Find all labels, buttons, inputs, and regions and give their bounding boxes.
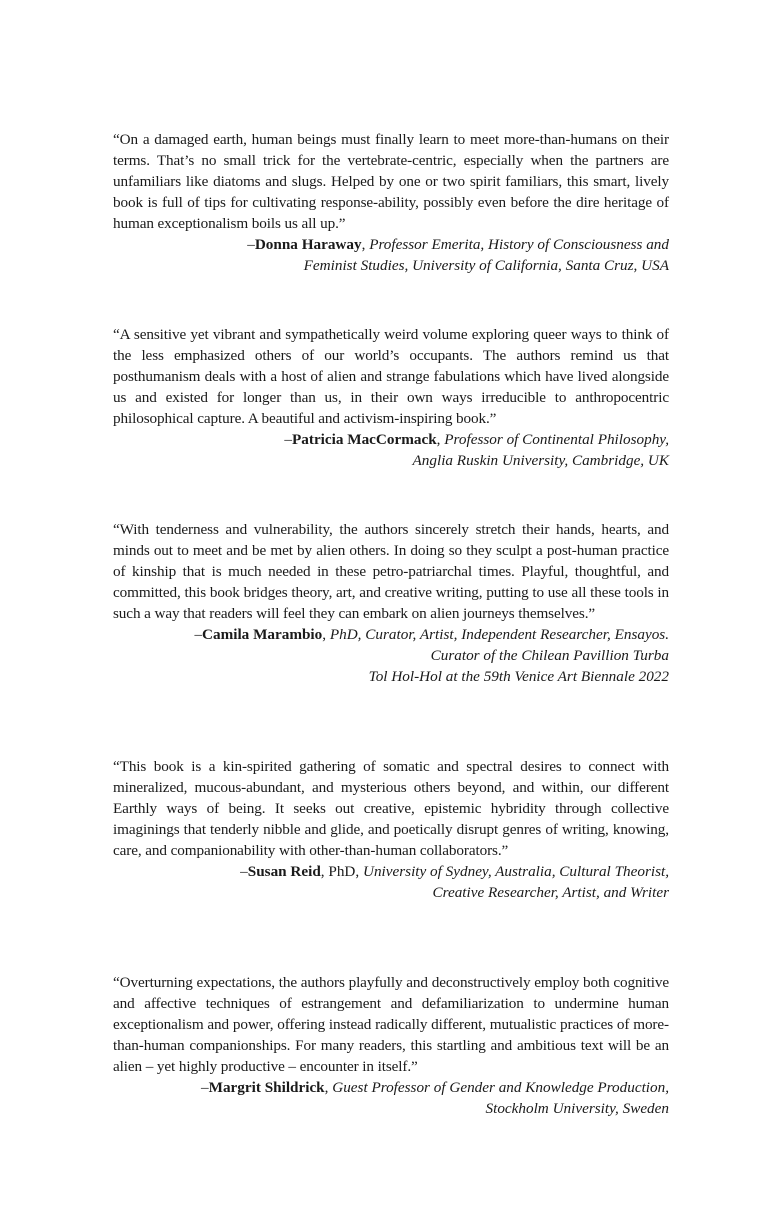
attribution-line-1 — [113, 234, 669, 255]
attribution-line-1 — [113, 1077, 669, 1098]
endorser-role: Professor Emerita, History of Consciousness and — [369, 236, 669, 253]
attribution-separator: , — [436, 431, 445, 448]
attribution-separator: , — [324, 1079, 333, 1096]
endorsement-quote: “With tenderness and vulnerability, the authors sincerely stretch their hands, hearts, and minds out to meet and be met by alien others. In doing so they sculpt a post-human practice of kinship that is much needed in these petro-patriarchal times. Playful, thoughtful, and committed, this book bridges theory, art, and creative writing, putting to use all these tools in such a way that readers will feel they can embark on alien journeys themselves.” — [113, 521, 669, 622]
attribution-separator: , — [322, 626, 330, 643]
endorsement-attribution — [113, 234, 669, 276]
endorser-name: Margrit Shildrick — [208, 1079, 325, 1096]
endorsement-attribution — [113, 1077, 669, 1119]
endorser-role: University of Sydney, Australia, Cultural Theorist, — [363, 863, 669, 880]
endorsement-quote: “This book is a kin-spirited gathering of somatic and spectral desires to connect with mineralized, mucous-abundant, and mysterious others beyond, and within, our different Earthly ways of being. It seeks out creative, epistemic hybridity through collective imaginings that tenderly nibble and glide, and poetically disrupt genres of writing, knowing, care, and companionability with other-than-human collaborators.” — [113, 758, 669, 859]
endorser-role: PhD, Curator, Artist, Independent Researcher, Ensayos. — [329, 626, 669, 643]
endorser-role: Professor of Continental Philosophy, — [444, 431, 669, 448]
endorsement-quote: “Overturning expectations, the authors playfully and deconstructively employ both cognitive and affective techniques of estrangement and defamiliarization to undermine human exceptionalism and power, offering instead radically different, mutualistic practices of more-than-human companionships. For many readers, this startling and ambitious text will be an alien – yet highly productive – encounter in itself.” — [113, 974, 669, 1075]
endorsement-maccormack — [113, 324, 669, 471]
attribution-line-1 — [113, 861, 669, 882]
attribution-dash: – — [240, 863, 248, 880]
endorsement-quote: “On a damaged earth, human beings must finally learn to meet more-than-humans on their terms. That’s no small trick for the vertebrate-centric, especially when the partners are unfamiliars like diatoms and slugs. Helped by one or two spirit familiars, this smart, lively book is full of tips for cultivating response-ability, possibly even before the dire heritage of human exceptionalism boils us all up.” — [113, 131, 669, 232]
endorsement-shildrick — [113, 972, 669, 1119]
attribution-dash: – — [194, 626, 203, 643]
attribution-dash: – — [201, 1079, 209, 1096]
endorsement-quote: “A sensitive yet vibrant and sympathetically weird volume exploring queer ways to think of the less emphasized others of our world’s occupants. The authors remind us that posthumanism deals with a host of alien and strange fabulations which have lived alongside us and existed for longer than us, in their own ways irreducible to anthropocentric philosophical capture. A beautiful and activism-inspiring book.” — [113, 326, 669, 427]
endorser-affiliation: Curator of the Chilean Pavillion Turba — [430, 647, 669, 664]
attribution-dash: – — [284, 431, 293, 448]
endorser-affiliation: Feminist Studies, University of California, Santa Cruz, USA — [303, 257, 669, 274]
endorser-name: Patricia MacCormack — [292, 431, 437, 448]
endorser-name: Camila Marambio — [202, 626, 323, 643]
endorsement-haraway — [113, 129, 669, 276]
endorser-affiliation: Stockholm University, Sweden — [485, 1100, 669, 1117]
endorsement-reid — [113, 756, 669, 903]
endorser-affiliation: Creative Researcher, Artist, and Writer — [432, 884, 669, 901]
attribution-line-1 — [113, 429, 669, 450]
attribution-dash: – — [247, 236, 255, 253]
attribution-separator: , — [361, 236, 370, 253]
endorsement-attribution — [113, 861, 669, 903]
endorser-degree: , PhD, — [320, 863, 363, 880]
attribution-line-1 — [113, 624, 669, 645]
endorsement-marambio — [113, 519, 669, 687]
endorser-name: Donna Haraway — [254, 236, 362, 253]
endorsement-attribution — [113, 429, 669, 471]
endorser-name: Susan Reid — [247, 863, 321, 880]
endorsement-attribution — [113, 624, 669, 687]
endorser-affiliation: Anglia Ruskin University, Cambridge, UK — [412, 452, 669, 469]
endorser-affiliation-2: Tol Hol-Hol at the 59th Venice Art Biennale 2022 — [368, 668, 669, 685]
endorser-role: Guest Professor of Gender and Knowledge Production, — [332, 1079, 669, 1096]
